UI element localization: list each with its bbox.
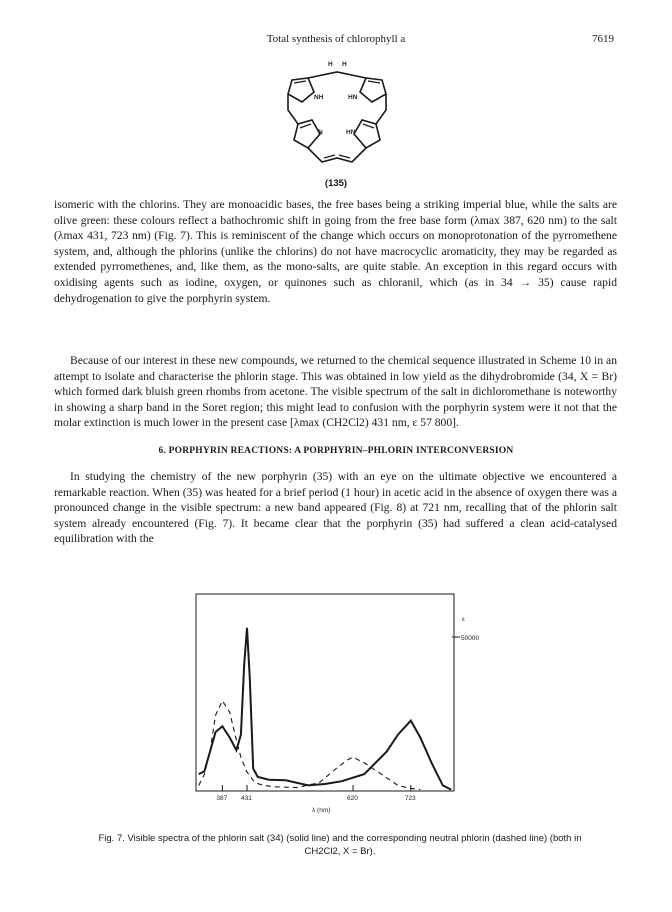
x-tick-label-620: 620: [347, 795, 358, 802]
running-header-title: Total synthesis of chlorophyll a: [266, 33, 406, 45]
x-tick-label-723: 723: [404, 795, 416, 802]
paragraph-2: Because of our interest in these new compounds, we returned to the chemical sequence illustrated in Scheme 10 in an attempt to isolate and characterise the phlorin stage. This was obtained in low yield as the dihydrobromide (34, X = Br) which formed dark bluish green rhombs from acetone. The visible spectrum of the salt in dichloromethane is noteworthy in showing a sharp band in the Soret region; this might lead to confusion with the porphyrin system were it not that the molar extinction is much lower in the present case [λmax (CH2Cl2) 431 nm, ε 57 800].: [54, 354, 617, 430]
atom-label-h2: H: [342, 61, 347, 68]
x-tick-label-387: 387: [216, 795, 228, 802]
y-axis-label: ε: [462, 616, 465, 623]
section-heading: 6. PORPHYRIN REACTIONS: A PORPHYRIN–PHLORIN INTERCONVERSION: [158, 446, 514, 456]
y-tick-label: 50000: [461, 635, 480, 642]
page-number: 7619: [592, 33, 614, 45]
series-dashed-neutral-phlorin: [199, 701, 420, 790]
atom-label-nh: NH: [314, 94, 324, 101]
paragraph-1: isomeric with the chlorins. They are monoacidic bases, the free bases being a striking imperial blue, while the salts are olive green: these colours reflect a bathochromic shift in going from the free base form (λmax 387, 620 nm) to the salt (λmax 431, 723 nm) (Fig. 7). This is reminiscent of the change which occurs on monoprotonation of the pyrromethene system, and, although the phlorins (unlike the chlorins) do not have macrocyclic aromaticity, they may be regarded as extended pyrromethenes, and, like them, as the mono-salts, are quite stable. An exception in this regard occurs with oxidising agents such as iodine, oxygen, or quinones such as chloranil, which (as in 34 → 35) cause rapid dehydrogenation to give the porphyrin system.: [54, 198, 617, 305]
paragraph-3: In studying the chemistry of the new porphyrin (35) with an eye on the ultimate objective we encountered a remarkable reaction. When (35) was heated for a brief period (1 hour) in acetic acid in the absence of oxygen there was a pronounced change in the visible spectrum: a new band appeared (Fig. 8) at 721 nm, recalling that of the phlorin salt system already encountered (Fig. 7). It became clear that the porphyrin (35) had suffered a clean acid-catalysed equilibration with the: [54, 470, 617, 546]
atom-label-hn-upper: HN: [348, 94, 358, 101]
spectrum-chart: [0, 560, 672, 825]
structure-135: [262, 50, 412, 178]
series-solid-phlorin-salt: [199, 628, 451, 790]
plot-frame: [196, 594, 454, 791]
atom-label-hn-lower: HN: [346, 129, 356, 136]
x-axis-label: λ (nm): [312, 807, 331, 814]
atom-label-h1: H: [328, 61, 333, 68]
x-tick-label-431: 431: [241, 795, 252, 802]
figure-caption: Fig. 7. Visible spectra of the phlorin salt (34) (solid line) and the corresponding neutral phlorin (dashed line) (both in CH2Cl2, X = Br).: [98, 833, 582, 857]
atom-label-n: N: [318, 129, 323, 136]
compound-label: (135): [324, 178, 348, 189]
